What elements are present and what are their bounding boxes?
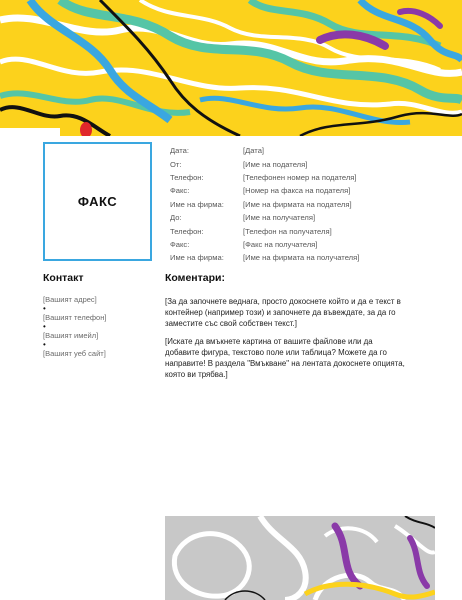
field-value-sender-fax[interactable]: [Номер на факса на подателя] (243, 186, 351, 196)
field-row-recipient-fax (170, 238, 410, 251)
contact-phone[interactable]: [Вашият телефон] (43, 313, 107, 322)
fax-details-table (170, 144, 410, 265)
field-label: Телефон: (170, 226, 204, 236)
field-row-from (170, 157, 410, 170)
contact-email[interactable]: [Вашият имейл] (43, 331, 99, 340)
field-row-to (170, 211, 410, 224)
abstract-swirl-graphic (0, 0, 462, 136)
comments-paragraph-2[interactable]: [Искате да вмъкнете картина от вашите файлове или да добавите фигура, текстово поле или таблица? Можете да го направите! В раздела "Вмъкване" на лентата докоснете опцията, която ви трябва.] (165, 336, 405, 380)
field-value-date[interactable]: [Дата] (243, 146, 265, 156)
field-label: До: (170, 213, 182, 223)
comments-body (165, 296, 405, 386)
field-label: Име на фирма: (170, 253, 224, 263)
field-label: Факс: (170, 239, 190, 249)
field-value-sender-phone[interactable]: [Телефонен номер на подателя] (243, 172, 357, 182)
field-value-sender-company[interactable]: [Име на фирмата на подателя] (243, 199, 352, 209)
field-label: Име на фирма: (170, 199, 224, 209)
fax-title-box (43, 142, 152, 261)
field-row-sender-company (170, 198, 410, 211)
abstract-gray-swirl-graphic (165, 516, 435, 600)
contact-address[interactable]: [Вашият адрес] (43, 295, 97, 304)
field-value-recipient-name[interactable]: [Име на получателя] (243, 213, 316, 223)
field-label: Факс: (170, 186, 190, 196)
contact-website[interactable]: [Вашият уеб сайт] (43, 349, 106, 358)
field-row-date (170, 144, 410, 157)
header-banner-art (0, 0, 462, 136)
document-title[interactable]: ФАКС (77, 194, 118, 209)
field-value-recipient-company[interactable]: [Име на фирмата на получателя] (243, 253, 360, 263)
field-value-sender-name[interactable]: [Име на подателя] (243, 159, 308, 169)
footer-decoration-art (165, 516, 435, 600)
field-value-recipient-phone[interactable]: [Телефон на получателя] (243, 226, 332, 236)
field-label: Дата: (170, 146, 189, 156)
field-row-sender-phone (170, 171, 410, 184)
field-label: От: (170, 159, 182, 169)
contact-list (43, 295, 158, 359)
field-label: Телефон: (170, 172, 204, 182)
field-row-recipient-phone (170, 224, 410, 237)
bullet-separator: • (43, 321, 46, 331)
comments-paragraph-1[interactable]: [За да започнете веднага, просто докоснете който и да е текст в контейнер (например този) и започнете да въвеждате, за да го заместите със свой собствен текст.] (165, 297, 401, 329)
bullet-separator: • (43, 339, 46, 349)
bullet-separator: • (43, 303, 46, 313)
field-value-recipient-fax[interactable]: [Факс на получателя] (243, 239, 318, 249)
contact-heading: Контакт (43, 272, 84, 284)
field-row-sender-fax (170, 184, 410, 197)
comments-heading: Коментари: (165, 272, 225, 284)
field-row-recipient-company (170, 251, 410, 264)
